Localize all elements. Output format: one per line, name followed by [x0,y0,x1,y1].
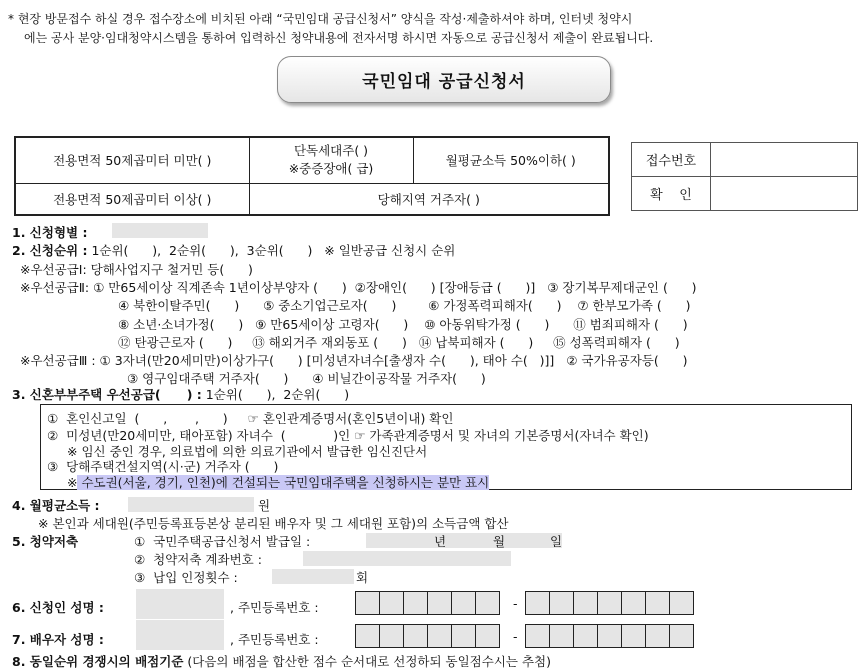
confirm-field [711,177,858,211]
account-number-field[interactable] [303,551,511,566]
capital-area-note-text: 수도권(서울, 경기, 인천)에 건설되는 국민임대주택을 신청하시는 분만 표시 [77,475,490,490]
section-2-text: 1순위( ), 2순위( ), 3순위( ) ※ 일반공급 신청시 순위 [91,243,456,258]
section-2 [12,241,455,259]
rrn-digit-box[interactable] [597,591,622,615]
rrn-digit-box[interactable] [451,591,476,615]
rrn-digit-box[interactable] [403,624,428,648]
rrn-digit-box[interactable] [379,624,404,648]
rrn-digit-box[interactable] [549,624,574,648]
section-5-label: 5. 청약저축 [12,534,79,549]
rrn-digit-box[interactable] [355,624,380,648]
rrn-digit-box[interactable] [475,591,500,615]
section-3-text: 1순위( ), 2순위( ) [205,387,350,402]
rrn-digit-box[interactable] [645,624,670,648]
priority-1-line: ※우선공급Ⅰ: 당해사업지구 철거민 등( ) [20,262,253,277]
rrn-digit-box[interactable] [355,591,380,615]
rrn-digit-box[interactable] [403,591,428,615]
confirm-label: 확 인 [632,177,711,211]
priority-3-line-a: ※우선공급Ⅲ : ① 3자녀(만20세미만)이상가구( ) [미성년자녀수[출생자 수( ), 태아 수( )]] ② 국가유공자등( ) [20,353,688,368]
notice [8,10,653,48]
single-household-label: 단독세대주( ) [293,143,369,159]
section-3 [12,385,349,403]
applicant-rrn-back[interactable] [525,591,693,615]
priority-2-line-b: ④ 북한이탈주민( ) ⑤ 중소기업근로자( ) ⑥ 가정폭력피해자( ) ⑦ 한부모가족 ( ) [118,298,691,313]
area-over-50-cell[interactable]: 전용면적 50제곱미터 이상( ) [15,183,249,215]
rrn-digit-box[interactable] [549,591,574,615]
pregnancy-note: ※ 임신 중인 경우, 의료법에 의한 의료기관에서 발급한 임신진단서 [67,444,428,459]
section-6-label: 6. 신청인 성명 : [12,600,104,615]
section-3-label: 3. 신혼부부주택 우선공급( ) : [12,387,202,402]
applicant-name-field[interactable] [136,589,224,619]
spouse-name-field[interactable] [136,620,224,650]
single-household-cell[interactable] [249,137,413,183]
rrn-digit-box[interactable] [451,624,476,648]
month-unit: 월 [493,534,506,549]
apply-type-field[interactable] [112,223,208,238]
rrn-digit-box[interactable] [645,591,670,615]
notice-line-1: * 현장 방문접수 하실 경우 접수장소에 비치된 아래 “국민임대 공급신청서” 양식을 작성·제출하셔야 하며, 인터넷 청약시 [8,12,633,26]
office-use-table [631,142,858,211]
priority-2-line-a: ※우선공급Ⅱ: ① 만65세이상 직계존속 1년이상부양자 ( ) ②장애인( ) [장애등급 ( )] ③ 장기복무제대군인 ( ) [20,280,697,295]
form-title: 국민임대 공급신청서 [277,56,611,103]
rrn-digit-box[interactable] [525,624,550,648]
income-unit: 원 [258,498,271,513]
income-50-cell[interactable]: 월평균소득 50%이하( ) [413,137,609,183]
spouse-rrn-front[interactable] [355,624,499,648]
rrn-digit-box[interactable] [669,591,694,615]
marriage-date-line: ① 혼인신고일 ( , , ) ☞ 혼인관계증명서(혼인5년이내) 확인 [47,411,454,426]
rrn-digit-box[interactable] [669,624,694,648]
income-note: ※ 본인과 세대원(주민등록표등본상 분리된 배우자 및 그 세대원 포함)의 소득금액 합산 [38,516,509,531]
rrn-digit-box[interactable] [573,624,598,648]
receipt-number-label: 접수번호 [632,143,711,177]
priority-2-line-c: ⑧ 소년·소녀가정( ) ⑨ 만65세이상 고령자( ) ⑩ 아동위탁가정 ( ) ⑪ 범죄피해자 ( ) [118,317,688,332]
account-number-label: ② 청약저축 계좌번호 : [134,552,262,567]
rrn-digit-box[interactable] [427,591,452,615]
notice-line-2: 에는 공사 분양·임대청약시스템을 통하여 입력하신 청약내용에 전자서명 하시면 자동으로 공급신청서 제출이 완료됩니다. [24,31,654,45]
rrn-digit-box[interactable] [621,624,646,648]
issue-date-label: ① 국민주택공급신청서 발급일 : [134,534,311,549]
priority-2-line-d: ⑫ 탄광근로자 ( ) ⑬ 해외거주 재외동포 ( ) ⑭ 납북피해자 ( ) ⑮ 성폭력피해자 ( ) [118,335,680,350]
spouse-rrn-back[interactable] [525,624,693,648]
section-8 [12,652,551,670]
local-resident-cell[interactable]: 당해지역 거주자( ) [249,183,609,215]
payment-count-unit: 회 [356,570,369,585]
monthly-income-field[interactable] [128,497,254,512]
capital-area-note-mark: ※ [67,475,78,490]
rrn-digit-box[interactable] [597,624,622,648]
applicant-rrn-dash: - [513,596,518,611]
rrn-digit-box[interactable] [573,591,598,615]
severe-disability-label: ※중증장애( 급) [288,161,374,177]
day-unit: 일 [550,534,563,549]
eligibility-table [14,136,610,216]
section-8-text: (다음의 배점을 합산한 점수 순서대로 선정하되 동일점수시는 추첨) [183,654,551,669]
rrn-digit-box[interactable] [525,591,550,615]
newlywed-notes-box [40,404,852,490]
spouse-rrn-dash: - [513,629,518,644]
minor-children-line: ② 미성년(만20세미만, 태아포함) 자녀수 ( )인 ☞ 가족관계증명서 및 자녀의 기본증명서(자녀수 확인) [47,428,649,443]
applicant-rrn-front[interactable] [355,591,499,615]
rrn-digit-box[interactable] [475,624,500,648]
rrn-digit-box[interactable] [621,591,646,615]
area-under-50-cell[interactable]: 전용면적 50제곱미터 미만( ) [15,137,249,183]
payment-count-field[interactable] [272,569,354,584]
section-8-label: 8. 동일순위 경쟁시의 배점기준 [12,654,184,669]
spouse-rrn-label: , 주민등록번호 : [230,632,319,647]
rrn-digit-box[interactable] [427,624,452,648]
local-resident-line: ③ 당해주택건설지역(시·군) 거주자 ( ) [47,459,279,474]
applicant-rrn-label: , 주민등록번호 : [230,600,319,615]
priority-3-line-b: ③ 영구임대주택 거주자( ) ④ 비닐간이공작물 거주자( ) [127,371,486,386]
payment-count-label: ③ 납입 인정횟수 : [134,570,238,585]
receipt-number-field [711,143,858,177]
year-unit: 년 [434,534,447,549]
capital-area-note [67,473,489,491]
section-1-label: 1. 신청형별 : [12,225,88,240]
issue-date-field[interactable] [366,533,562,548]
section-2-label: 2. 신청순위 : [12,243,88,258]
section-4-label: 4. 월평균소득 : [12,498,100,513]
section-7-label: 7. 배우자 성명 : [12,632,104,647]
rrn-digit-box[interactable] [379,591,404,615]
